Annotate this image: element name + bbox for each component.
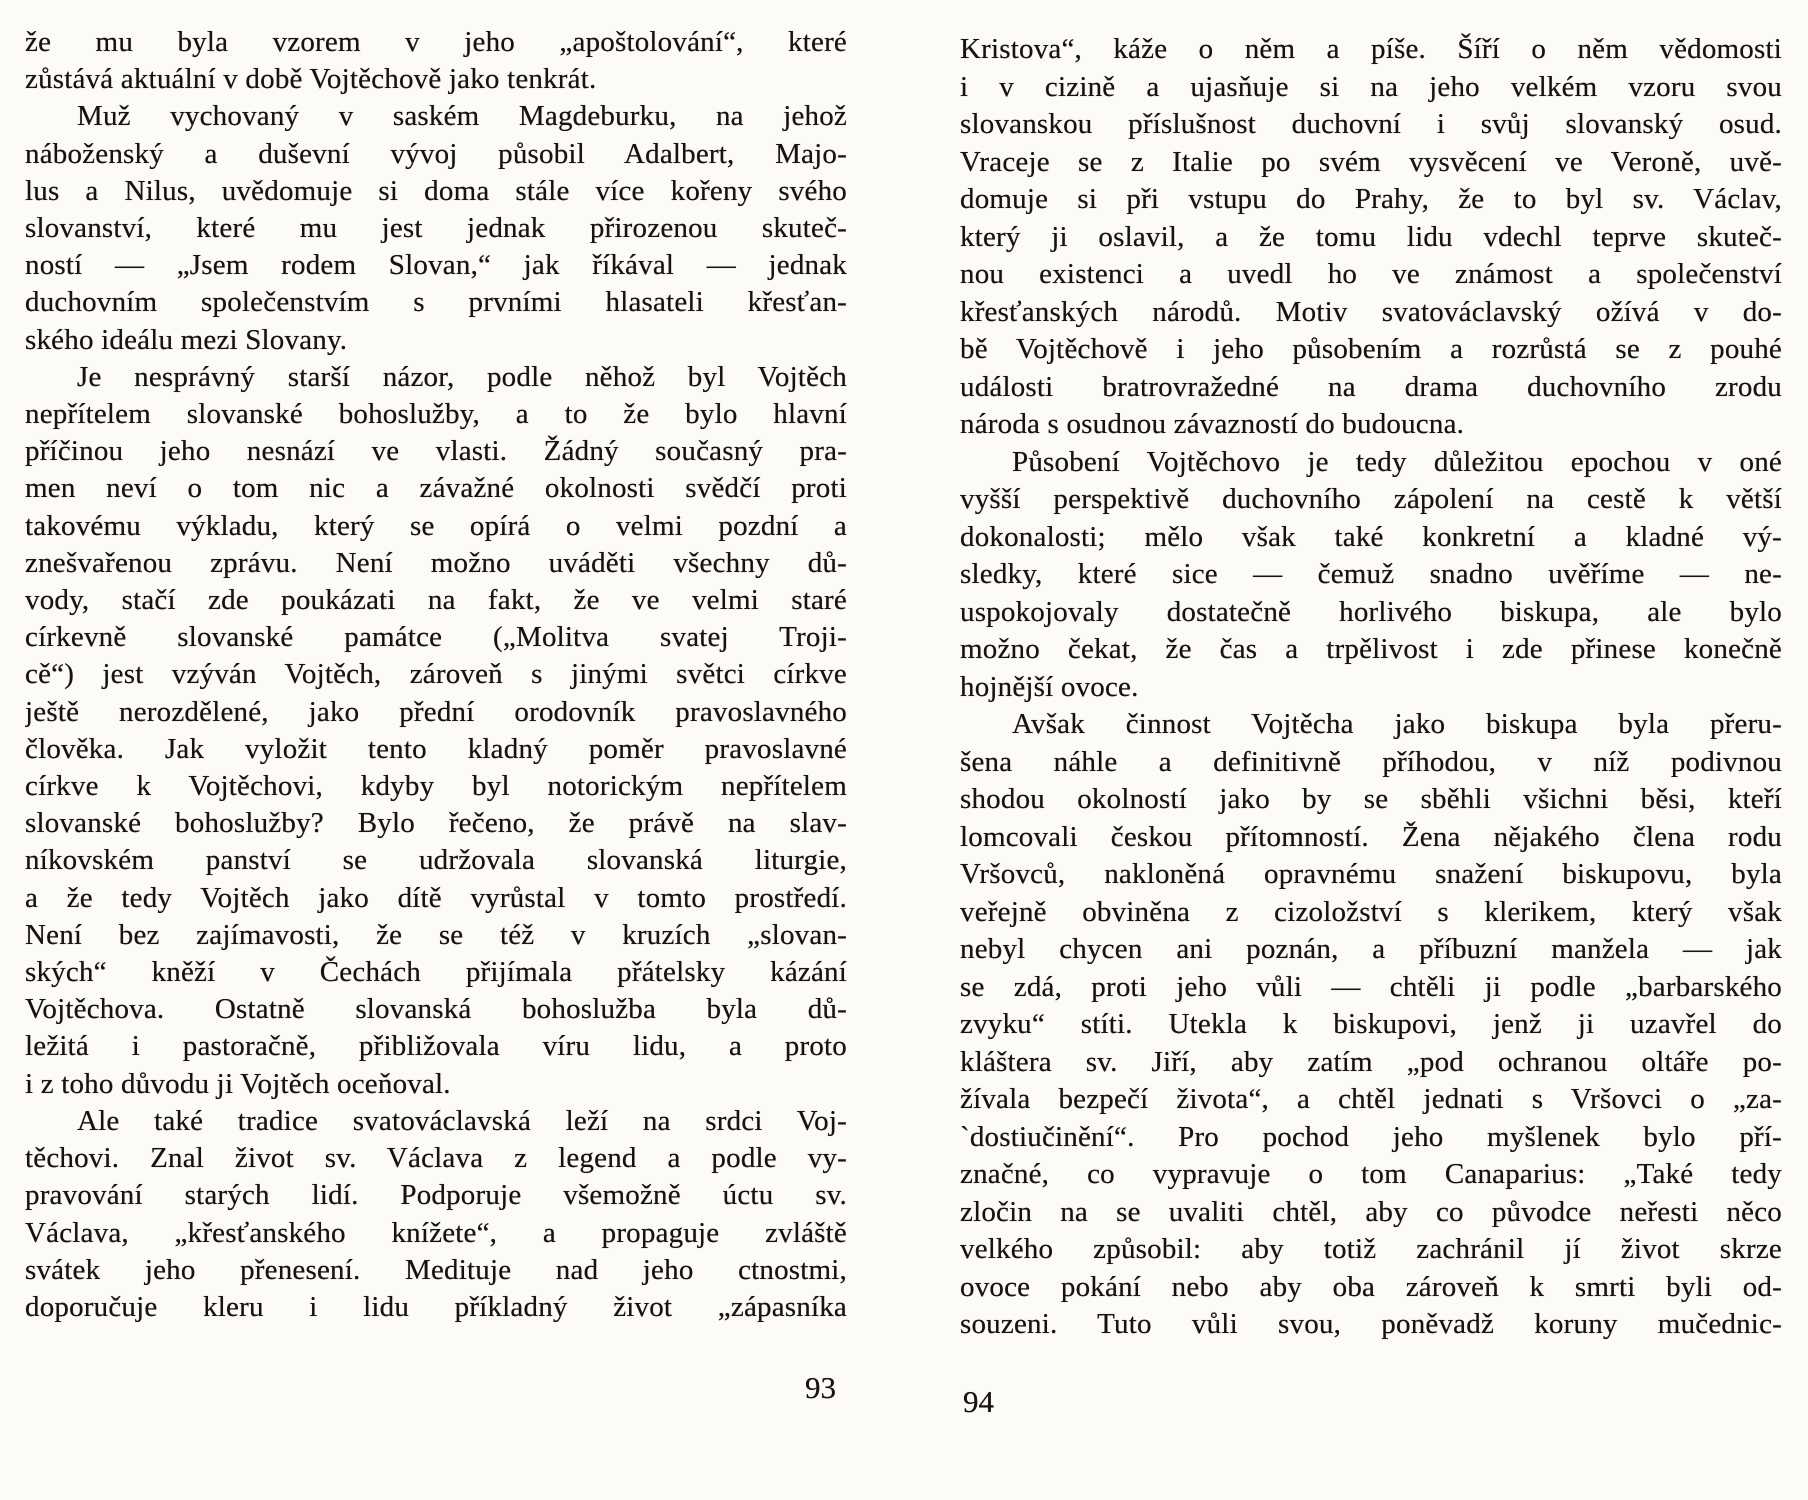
paragraph [960, 31, 1782, 444]
text-line: `dostiučinění“. Pro pochod jeho myšlenek bylo pří- [960, 1120, 1782, 1153]
text-line: Vraceje se z Italie po svém vysvěcení ve Veroně, uvě- [960, 145, 1782, 178]
text-line: takovému výkladu, který se opírá o velmi pozdní a [25, 509, 847, 542]
text-line: i z toho důvodu ji Vojtěch oceňoval. [25, 1067, 451, 1100]
text-line: slovanskou příslušnost duchovní i svůj slovanský osud. [960, 108, 1782, 140]
text-line: veřejně obviněna z cizoložství s klerikem, který však [960, 895, 1782, 928]
paragraph [25, 98, 847, 358]
text-line: duchovním společenstvím s prvními hlasateli křesťan- [25, 286, 847, 319]
text-line: ležitá i pastoračně, přibližovala víru lidu, a proto [25, 1030, 847, 1063]
paragraph [960, 706, 1782, 1344]
text-line: Muž vychovaný v saském Magdeburku, na jehož [77, 100, 847, 133]
text-line: vyšší perspektivě duchovního zápolení na cestě k větší [960, 483, 1782, 515]
text-line: těchovi. Znal život sv. Václava z legend a podle vy- [25, 1142, 847, 1175]
text-line: Vojtěchova. Ostatně slovanská bohoslužba byla dů- [25, 993, 847, 1026]
text-line: i v cizině a ujasňuje si na jeho velkém vzoru svou [960, 70, 1782, 103]
text-line: křesťanských národů. Motiv svatováclavský ožívá v do- [960, 295, 1782, 328]
text-line: nou existenci a uvedl ho ve známost a společenství [960, 258, 1782, 290]
text-line: národa s osudnou závazností do budoucna. [960, 408, 1465, 440]
text-line: lomcovali českou přítomností. Žena nějakého člena rodu [960, 820, 1782, 853]
text-line: Václava, „křesťanského knížete“, a propaguje zvláště [25, 1216, 847, 1249]
text-line: doporučuje kleru i lidu příkladný život „zápasníka [25, 1290, 847, 1323]
text-line: náboženský a duševní vývoj působil Adalbert, Majo- [25, 137, 847, 170]
text-line: možno čekat, že čas a trpělivost i zde přinese konečně [960, 633, 1782, 665]
text-line: níkovském panství se udržovala slovanská liturgie, [25, 844, 847, 877]
text-line: Není bez zajímavosti, že se též v kruzích „slovan- [25, 918, 847, 951]
text-line: velkého způsobil: aby totiž zachránil jí život skrze [960, 1233, 1782, 1265]
text-line: lus a Nilus, uvědomuje si doma stále více kořeny svého [25, 174, 847, 207]
text-line: kláštera sv. Jiří, aby zatím „pod ochranou oltáře po- [960, 1045, 1782, 1078]
text-line: slovanské bohoslužby? Bylo řečeno, že právě na slav- [25, 807, 847, 840]
text-line: Působení Vojtěchovo je tedy důležitou epochou v oné [1012, 445, 1782, 478]
page-number-left: 93 [805, 1370, 836, 1405]
text-line: církevně slovanské památce („Molitva svatej Troji- [25, 621, 847, 654]
text-line: souzeni. Tuto vůli svou, poněvadž koruny mučednic- [960, 1308, 1782, 1340]
text-line: zůstává aktuální v době Vojtěchově jako tenkrát. [25, 63, 597, 96]
page-number-right: 94 [963, 1384, 994, 1419]
text-line: šena náhle a definitivně příhodou, v níž podivnou [960, 745, 1782, 778]
text-line: zvyku“ stíti. Utekla k biskupovi, jenž ji uzavřel do [960, 1008, 1782, 1040]
text-line: znešvařenou zprávu. Není možno uváděti všechny dů- [25, 546, 847, 579]
left-page-text-column [25, 24, 847, 1326]
text-line: vody, stačí zde poukázati na fakt, že ve velmi staré [25, 584, 847, 617]
text-line: a že tedy Vojtěch jako dítě vyrůstal v tomto prostředí. [25, 881, 847, 914]
paragraph [25, 24, 847, 98]
text-line: že mu byla vzorem v jeho „apoštolování“, které [25, 26, 847, 58]
text-line: Avšak činnost Vojtěcha jako biskupa byla přeru- [1012, 708, 1782, 740]
text-line: dokonalosti; mělo však také konkretní a kladné vý- [960, 520, 1782, 553]
text-line: Je nesprávný starší názor, podle něhož byl Vojtěch [77, 360, 847, 393]
text-line: ovoce pokání nebo aby oba zároveň k smrti byli od- [960, 1270, 1782, 1303]
text-line: značné, co vypravuje o tom Canaparius: „Také tedy [960, 1158, 1782, 1190]
text-line: domuje si při vstupu do Prahy, že to byl sv. Václav, [960, 183, 1782, 215]
text-line: shodou okolností jako by se sběhli všichni běsi, kteří [960, 783, 1782, 815]
text-line: cě“) jest vzýván Vojtěch, zároveň s jinými světci církve [25, 658, 847, 691]
text-line: člověka. Jak vyložit tento kladný poměr pravoslavné [25, 732, 847, 765]
text-line: se zdá, proti jeho vůli — chtěli ji podle „barbarského [960, 970, 1782, 1003]
text-line: svátek jeho přenesení. Medituje nad jeho ctnostmi, [25, 1253, 847, 1286]
text-line: příčinou jeho nesnází ve vlasti. Žádný současný pra- [25, 435, 847, 468]
text-line: zločin na se uvaliti chtěl, aby co původce neřesti něco [960, 1195, 1782, 1228]
text-line: ského ideálu mezi Slovany. [25, 323, 348, 356]
paragraph [25, 1103, 847, 1326]
right-page-text-column [960, 31, 1782, 1344]
text-line: hojnější ovoce. [960, 670, 1139, 703]
paragraph [960, 444, 1782, 707]
text-line: uspokojovaly dostatečně horlivého biskupa, ale bylo [960, 595, 1782, 628]
text-line: pravování starých lidí. Podporuje všemožně úctu sv. [25, 1179, 847, 1212]
text-line: Vršovců, nakloněná opravnému snažení biskupovu, byla [960, 858, 1782, 890]
text-line: nepřítelem slovanské bohoslužby, a to že bylo hlavní [25, 398, 847, 431]
text-line: Kristova“, káže o něm a píše. Šíří o něm vědomosti [960, 33, 1782, 65]
text-line: který ji oslavil, a že tomu lidu vdechl teprve skuteč- [960, 220, 1782, 253]
text-line: události bratrovražedné na drama duchovního zrodu [960, 370, 1782, 403]
text-line: nebyl chycen ani poznán, a příbuzní manžela — jak [960, 933, 1782, 965]
paragraph [25, 359, 847, 1103]
text-line: ještě nerozdělené, jako přední orodovník pravoslavného [25, 695, 847, 728]
text-line: slovanství, které mu jest jednak přirozenou skuteč- [25, 212, 847, 245]
text-line: žívala bezpečí života“, a chtěl jednati s Vršovci o „za- [960, 1083, 1782, 1115]
text-line: církve k Vojtěchovi, kdyby byl notorickým nepřítelem [25, 770, 847, 803]
text-line: men neví o tom nic a závažné okolnosti svědčí proti [25, 472, 847, 505]
text-line: bě Vojtěchově i jeho působením a rozrůstá se z pouhé [960, 333, 1782, 365]
text-line: Ale také tradice svatováclavská leží na srdci Voj- [77, 1104, 847, 1137]
text-line: ností — „Jsem rodem Slovan,“ jak říkával — jednak [25, 249, 847, 282]
text-line: ských“ kněží v Čechách přijímala přátelsky kázání [25, 956, 847, 989]
text-line: sledky, které sice — čemuž snadno uvěříme — ne- [960, 558, 1782, 590]
